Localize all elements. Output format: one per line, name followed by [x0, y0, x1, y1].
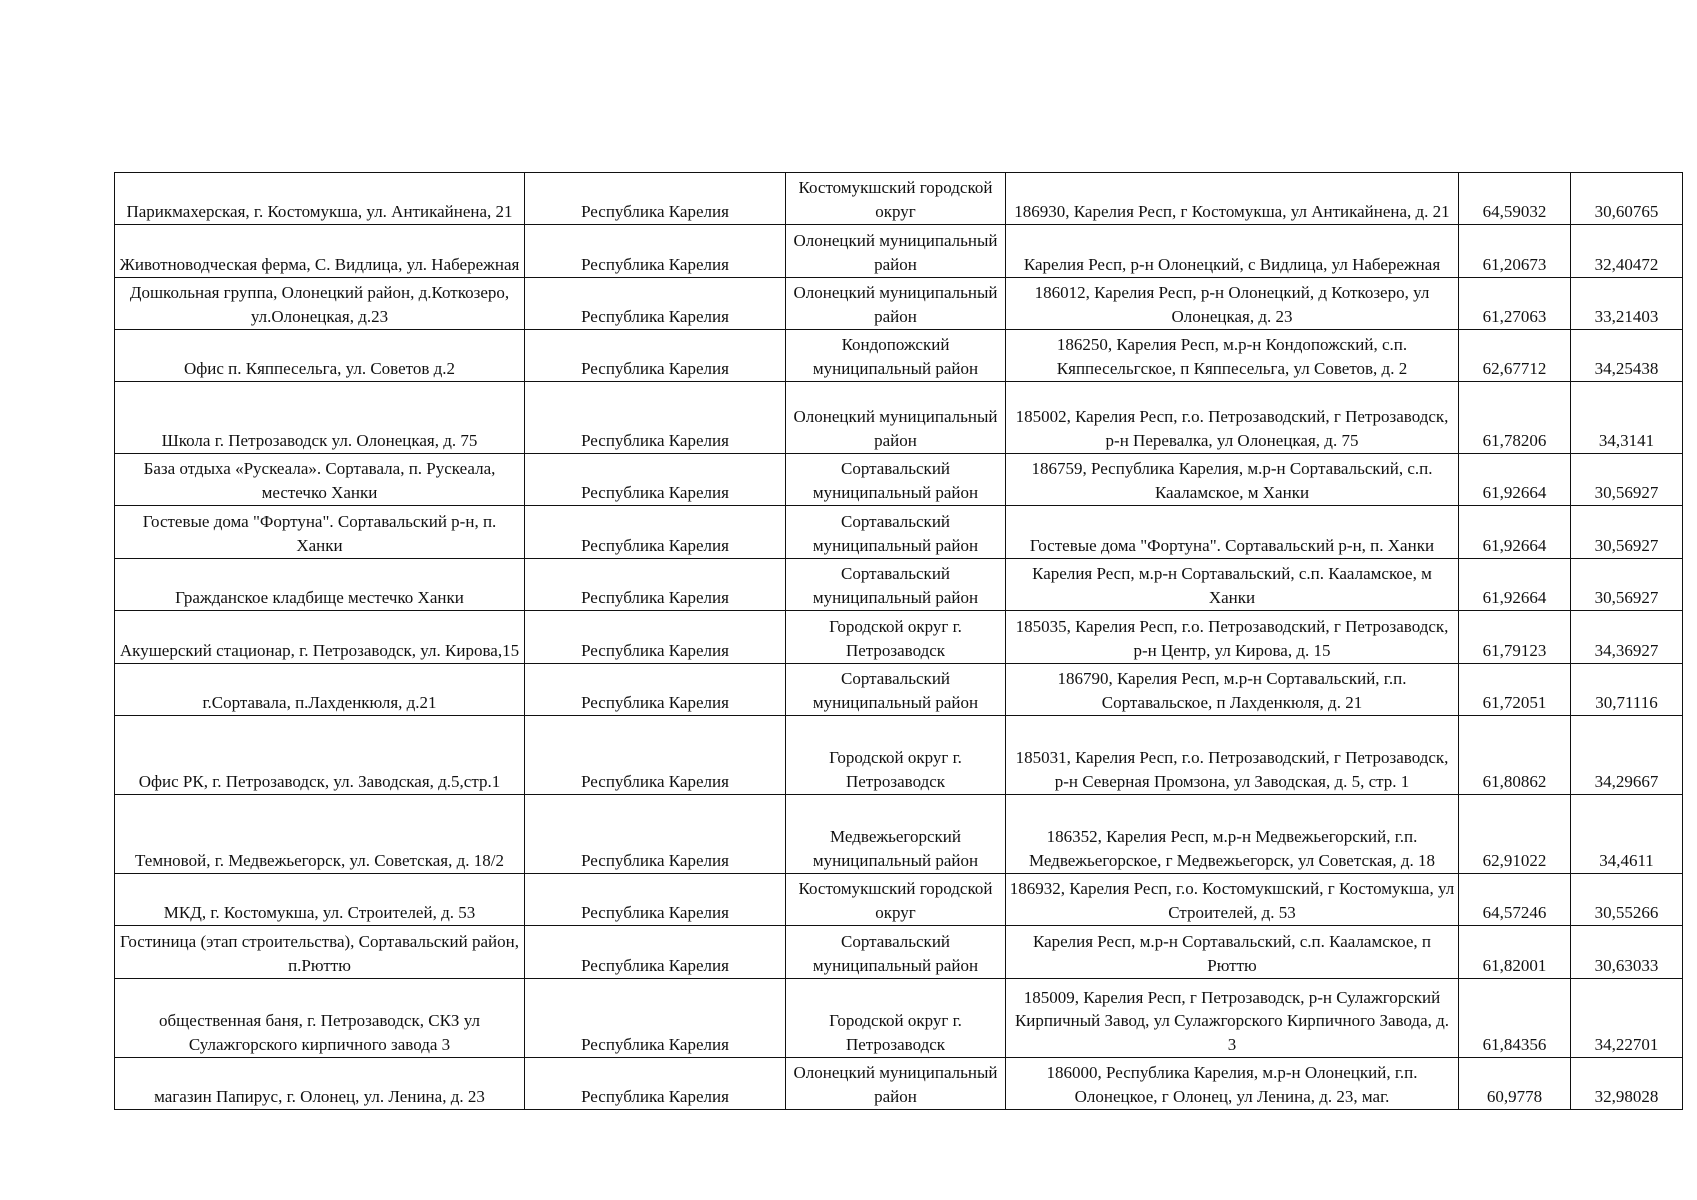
region-cell: Республика Карелия — [525, 506, 786, 559]
table-row — [115, 506, 1683, 559]
table-row — [115, 382, 1683, 454]
latitude-cell: 61,82001 — [1459, 926, 1571, 979]
table-row — [115, 559, 1683, 611]
address-cell: 185002, Карелия Респ, г.о. Петрозаводский, г Петрозаводск, р-н Перевалка, ул Олонецкая, д. 75 — [1006, 382, 1459, 454]
address-cell: 186012, Карелия Респ, р-н Олонецкий, д Коткозеро, ул Олонецкая, д. 23 — [1006, 278, 1459, 330]
latitude-cell: 61,27063 — [1459, 278, 1571, 330]
object-name-cell: Школа г. Петрозаводск ул. Олонецкая, д. 75 — [115, 382, 525, 454]
address-cell: 186790, Карелия Респ, м.р-н Сортавальский, г.п. Сортавальское, п Лахденкюля, д. 21 — [1006, 664, 1459, 716]
municipality-cell: Олонецкий муниципальный район — [786, 225, 1006, 278]
object-name-cell: г.Сортавала, п.Лахденкюля, д.21 — [115, 664, 525, 716]
latitude-cell: 61,78206 — [1459, 382, 1571, 454]
region-cell: Республика Карелия — [525, 979, 786, 1058]
table-row — [115, 926, 1683, 979]
address-cell: 186000, Республика Карелия, м.р-н Олонецкий, г.п. Олонецкое, г Олонец, ул Ленина, д. 23, маг. — [1006, 1058, 1459, 1110]
address-cell: 186759, Республика Карелия, м.р-н Сортавальский, с.п. Кааламское, м Ханки — [1006, 454, 1459, 506]
municipality-cell: Городской округ г. Петрозаводск — [786, 979, 1006, 1058]
table-row — [115, 173, 1683, 225]
address-cell: 186352, Карелия Респ, м.р-н Медвежьегорский, г.п. Медвежьегорское, г Медвежьегорск, ул Советская, д. 18 — [1006, 795, 1459, 874]
latitude-cell: 64,59032 — [1459, 173, 1571, 225]
latitude-cell: 61,20673 — [1459, 225, 1571, 278]
region-cell: Республика Карелия — [525, 795, 786, 874]
longitude-cell: 30,55266 — [1571, 874, 1683, 926]
object-name-cell: Гостиница (этап строительства), Сортавальский район, п.Рюттю — [115, 926, 525, 979]
object-name-cell: Гостевые дома "Фортуна". Сортавальский р-н, п. Ханки — [115, 506, 525, 559]
latitude-cell: 60,9778 — [1459, 1058, 1571, 1110]
longitude-cell: 30,56927 — [1571, 506, 1683, 559]
longitude-cell: 34,22701 — [1571, 979, 1683, 1058]
table-row — [115, 979, 1683, 1058]
table-row — [115, 278, 1683, 330]
address-cell: 185035, Карелия Респ, г.о. Петрозаводский, г Петрозаводск, р-н Центр, ул Кирова, д. 15 — [1006, 611, 1459, 664]
municipality-cell: Олонецкий муниципальный район — [786, 382, 1006, 454]
longitude-cell: 33,21403 — [1571, 278, 1683, 330]
table-row — [115, 874, 1683, 926]
object-name-cell: Парикмахерская, г. Костомукша, ул. Антикайнена, 21 — [115, 173, 525, 225]
longitude-cell: 30,71116 — [1571, 664, 1683, 716]
longitude-cell: 30,63033 — [1571, 926, 1683, 979]
object-name-cell: Гражданское кладбище местечко Ханки — [115, 559, 525, 611]
region-cell: Республика Карелия — [525, 330, 786, 382]
address-cell: 186930, Карелия Респ, г Костомукша, ул Антикайнена, д. 21 — [1006, 173, 1459, 225]
municipality-cell: Городской округ г. Петрозаводск — [786, 716, 1006, 795]
address-cell: Карелия Респ, м.р-н Сортавальский, с.п. Кааламское, п Рюттю — [1006, 926, 1459, 979]
latitude-cell: 61,80862 — [1459, 716, 1571, 795]
object-name-cell: Дошкольная группа, Олонецкий район, д.Коткозеро, ул.Олонецкая, д.23 — [115, 278, 525, 330]
object-name-cell: Животноводческая ферма, С. Видлица, ул. Набережная — [115, 225, 525, 278]
region-cell: Республика Карелия — [525, 382, 786, 454]
region-cell: Республика Карелия — [525, 926, 786, 979]
table-row — [115, 454, 1683, 506]
longitude-cell: 32,98028 — [1571, 1058, 1683, 1110]
region-cell: Республика Карелия — [525, 664, 786, 716]
municipality-cell: Сортавальский муниципальный район — [786, 506, 1006, 559]
municipality-cell: Кондопожский муниципальный район — [786, 330, 1006, 382]
latitude-cell: 62,91022 — [1459, 795, 1571, 874]
latitude-cell: 61,72051 — [1459, 664, 1571, 716]
longitude-cell: 34,25438 — [1571, 330, 1683, 382]
municipality-cell: Сортавальский муниципальный район — [786, 926, 1006, 979]
municipality-cell: Сортавальский муниципальный район — [786, 664, 1006, 716]
municipality-cell: Костомукшский городской округ — [786, 173, 1006, 225]
region-cell: Республика Карелия — [525, 225, 786, 278]
longitude-cell: 34,36927 — [1571, 611, 1683, 664]
latitude-cell: 62,67712 — [1459, 330, 1571, 382]
longitude-cell: 34,4611 — [1571, 795, 1683, 874]
municipality-cell: Медвежьегорский муниципальный район — [786, 795, 1006, 874]
object-name-cell: общественная баня, г. Петрозаводск, СКЗ ул Сулажгорского кирпичного завода 3 — [115, 979, 525, 1058]
object-name-cell: База отдыха «Рускеала». Сортавала, п. Рускеала, местечко Ханки — [115, 454, 525, 506]
municipality-cell: Олонецкий муниципальный район — [786, 278, 1006, 330]
region-cell: Республика Карелия — [525, 1058, 786, 1110]
longitude-cell: 32,40472 — [1571, 225, 1683, 278]
municipality-cell: Костомукшский городской округ — [786, 874, 1006, 926]
latitude-cell: 61,92664 — [1459, 559, 1571, 611]
region-cell: Республика Карелия — [525, 559, 786, 611]
address-cell: 185031, Карелия Респ, г.о. Петрозаводский, г Петрозаводск, р-н Северная Промзона, ул Заводская, д. 5, стр. 1 — [1006, 716, 1459, 795]
objects-table — [114, 172, 1683, 1110]
region-cell: Республика Карелия — [525, 716, 786, 795]
municipality-cell: Городской округ г. Петрозаводск — [786, 611, 1006, 664]
longitude-cell: 30,56927 — [1571, 559, 1683, 611]
region-cell: Республика Карелия — [525, 278, 786, 330]
object-name-cell: Акушерский стационар, г. Петрозаводск, ул. Кирова,15 — [115, 611, 525, 664]
longitude-cell: 30,56927 — [1571, 454, 1683, 506]
longitude-cell: 30,60765 — [1571, 173, 1683, 225]
municipality-cell: Сортавальский муниципальный район — [786, 559, 1006, 611]
table-row — [115, 611, 1683, 664]
table-row — [115, 225, 1683, 278]
table-row — [115, 716, 1683, 795]
latitude-cell: 61,79123 — [1459, 611, 1571, 664]
municipality-cell: Олонецкий муниципальный район — [786, 1058, 1006, 1110]
latitude-cell: 61,92664 — [1459, 454, 1571, 506]
longitude-cell: 34,29667 — [1571, 716, 1683, 795]
municipality-cell: Сортавальский муниципальный район — [786, 454, 1006, 506]
table-body — [115, 173, 1683, 1110]
object-name-cell: Темновой, г. Медвежьегорск, ул. Советская, д. 18/2 — [115, 795, 525, 874]
object-name-cell: Офис п. Кяппесельга, ул. Советов д.2 — [115, 330, 525, 382]
region-cell: Республика Карелия — [525, 611, 786, 664]
region-cell: Республика Карелия — [525, 454, 786, 506]
latitude-cell: 61,92664 — [1459, 506, 1571, 559]
table-row — [115, 330, 1683, 382]
longitude-cell: 34,3141 — [1571, 382, 1683, 454]
address-cell: 186932, Карелия Респ, г.о. Костомукшский, г Костомукша, ул Строителей, д. 53 — [1006, 874, 1459, 926]
object-name-cell: магазин Папирус, г. Олонец, ул. Ленина, д. 23 — [115, 1058, 525, 1110]
region-cell: Республика Карелия — [525, 173, 786, 225]
address-cell: 186250, Карелия Респ, м.р-н Кондопожский, с.п. Кяппесельгское, п Кяппесельга, ул Советов, д. 2 — [1006, 330, 1459, 382]
address-cell: Карелия Респ, м.р-н Сортавальский, с.п. Кааламское, м Ханки — [1006, 559, 1459, 611]
latitude-cell: 64,57246 — [1459, 874, 1571, 926]
table-row — [115, 1058, 1683, 1110]
address-cell: Гостевые дома "Фортуна". Сортавальский р-н, п. Ханки — [1006, 506, 1459, 559]
object-name-cell: Офис РК, г. Петрозаводск, ул. Заводская, д.5,стр.1 — [115, 716, 525, 795]
table-row — [115, 664, 1683, 716]
table-row — [115, 795, 1683, 874]
latitude-cell: 61,84356 — [1459, 979, 1571, 1058]
address-cell: Карелия Респ, р-н Олонецкий, с Видлица, ул Набережная — [1006, 225, 1459, 278]
address-cell: 185009, Карелия Респ, г Петрозаводск, р-н Сулажгорский Кирпичный Завод, ул Сулажгорского Кирпичного Завода, д. 3 — [1006, 979, 1459, 1058]
region-cell: Республика Карелия — [525, 874, 786, 926]
object-name-cell: МКД, г. Костомукша, ул. Строителей, д. 53 — [115, 874, 525, 926]
